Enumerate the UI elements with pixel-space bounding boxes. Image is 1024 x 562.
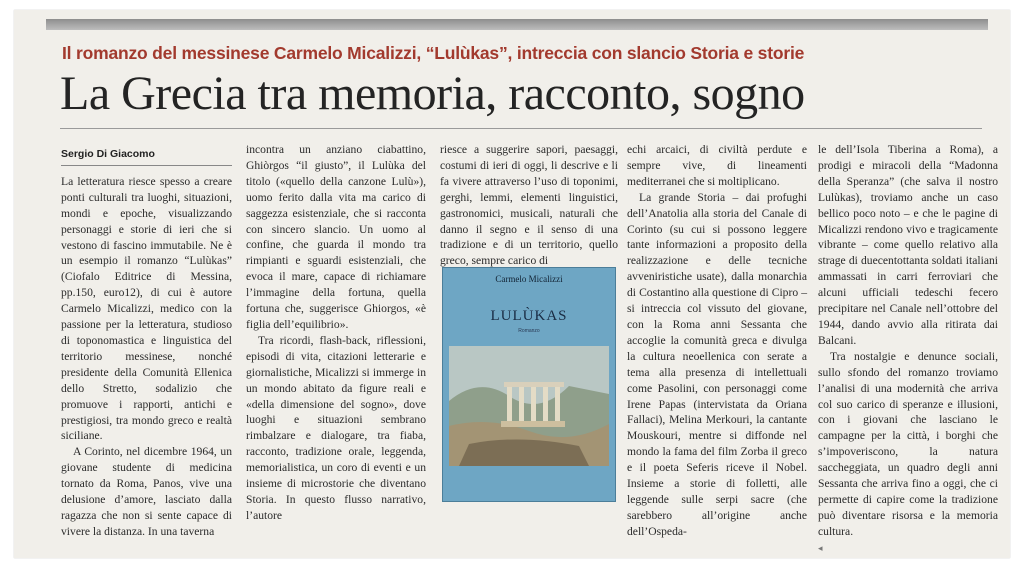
column-5 — [818, 142, 998, 557]
paragraph: A Corinto, nel dicembre 1964, un giovane studente di medicina tornato da Roma, Panos, vive una delusione d’amore, lasciato dalla ragazza che non si sente capace di vivere la distanza. In una taverna — [61, 445, 232, 538]
column-1 — [61, 142, 232, 540]
paragraph: riesce a suggerire sapori, paesaggi, costumi di ieri di oggi, li descrive e li fa vivere attraverso l’uso di toponimi, gerghi, lemmi, elementi linguistici, gastronomici, musicali, naturali che danno il segno e il senso di una tradizione e di un territorio, quello greco, sempre carico di — [440, 143, 618, 268]
paragraph: Tra ricordi, flash-back, riflessioni, episodi di vita, citazioni letterarie e giornalistiche, Micalizzi si immerge in un mondo abitato da figure reali e «della dimensione del sogno», dove luoghi e situazioni sembrano rimbalzare e dialogare, tra fiaba, racconto, tradizione orale, leggenda, memorialistica, un coro di eventi e un insieme di microstorie che diventano Storia. In questo flusso narrativo, l’autore — [246, 333, 426, 522]
column-4 — [627, 142, 807, 540]
byline: Sergio Di Giacomo — [61, 148, 155, 160]
paragraph: echi arcaici, di civiltà perdute e sempre vive, di lineamenti mediterranei che si moltiplicano. — [627, 143, 807, 188]
book-author: Carmelo Micalizzi — [495, 274, 563, 284]
end-mark-icon: ◂ — [818, 542, 823, 553]
column-2 — [246, 142, 426, 524]
paragraph: La letteratura riesce spesso a creare ponti culturali tra luoghi, situazioni, mondi e epoche, visualizzando personaggi e storie di ieri che si vestono di fascino immutabile. Ne è un esempio il romanzo “Lulùkas” (Ciofalo Editrice di Messina, pp.150, euro12), di cui è autore Carmelo Micalizzi, medico con la passione per la letteratura, studioso di toponomastica e linguistica del territorio messinese, nonché presidente della Comunità Ellenica dello Stretto, sodalizio che promuove i rapporti, antichi e prestigiosi, tra mondo greco e realtà siciliane. — [61, 174, 232, 443]
headline-divider — [60, 128, 982, 129]
book-title: LULÙKAS — [490, 308, 568, 324]
article-kicker: Il romanzo del messinese Carmelo Micalizzi, “Lulùkas”, intreccia con slancio Storia e storie — [62, 43, 805, 63]
book-subtitle: Romanzo — [518, 328, 540, 334]
paragraph: incontra un anziano ciabattino, Ghiòrgos “il giusto”, il Lulùka del titolo («quello della canzone Lulù»), uomo ferito dalla vita ma carico di saggezza esistenziale, che si racconta con sincero slancio. Un uomo al confine, che guarda il mondo tra rimpianti e sguardi esistenziali, che evoca il mare, capace di richiamare l’immagine della fortuna, quella fortuna che, suggerisce Ghiorgos, «è figlia dell’equilibrio». — [246, 143, 426, 331]
paragraph: La grande Storia – dai profughi dell’Anatolia alla storia del Canale di Corinto (su cui si possono leggere tante informazioni a proposito della realizzazione e delle tecniche avveniristiche usate), dalla monarchia di Costantino alla questione di Cipro – si intreccia col vissuto del giovane, con la Roma anni Sessanta che accoglie la comunità greca e divulga la cultura neoellenica con serate a tema alla presenza di intellettuali come Pasolini, con personaggi come Irene Papas (intervistata da Oriana Fallaci), Melina Merkouri, la cantante Mouskouri, mentre si diffonde nel mondo la fama del film Zorba il greco e il poeta Seferis riceve il Nobel. Insieme a storie di folletti, alle leggende sulle serpi sacre (che sarebbero all’origine anche dell’Ospeda- — [627, 190, 807, 538]
temple-ruins-illustration — [449, 346, 609, 466]
paragraph: le dell’Isola Tiberina a Roma), a prodigi e miracoli della “Madonna della Speranza” (che salva il nostro Lulùkas), troviamo anche un caso bellico poco noto – e che le pagine di Micalizzi rendono vivo e tragicamente vibrante – come quello relativo alla strage di duecentottanta soldati italiani ammassati in carri ferroviari che alcuni ufficiali tedeschi fecero precipitare nel Canale nell’ottobre del 1944, dando avvio alla ritirata dai Balcani. — [818, 143, 998, 347]
book-cover-image — [442, 267, 616, 502]
column-3 — [440, 142, 618, 269]
paragraph: Tra nostalgie e denunce sociali, sullo sfondo del romanzo troviamo l’analisi di una modernità che arriva col suo carico di speranze e illusioni, con i giovani che lasciano le campagne per la città, i borghi che s’impoveriscono, la natura saccheggiata, un quadro degli anni Sessanta che arriva fino a oggi, che ci permette di capire come la tradizione può diventare risorsa e la memoria cultura. — [818, 349, 998, 538]
byline-divider — [61, 165, 232, 166]
article-headline: La Grecia tra memoria, racconto, sogno — [60, 67, 805, 120]
top-grey-bar — [46, 19, 988, 30]
